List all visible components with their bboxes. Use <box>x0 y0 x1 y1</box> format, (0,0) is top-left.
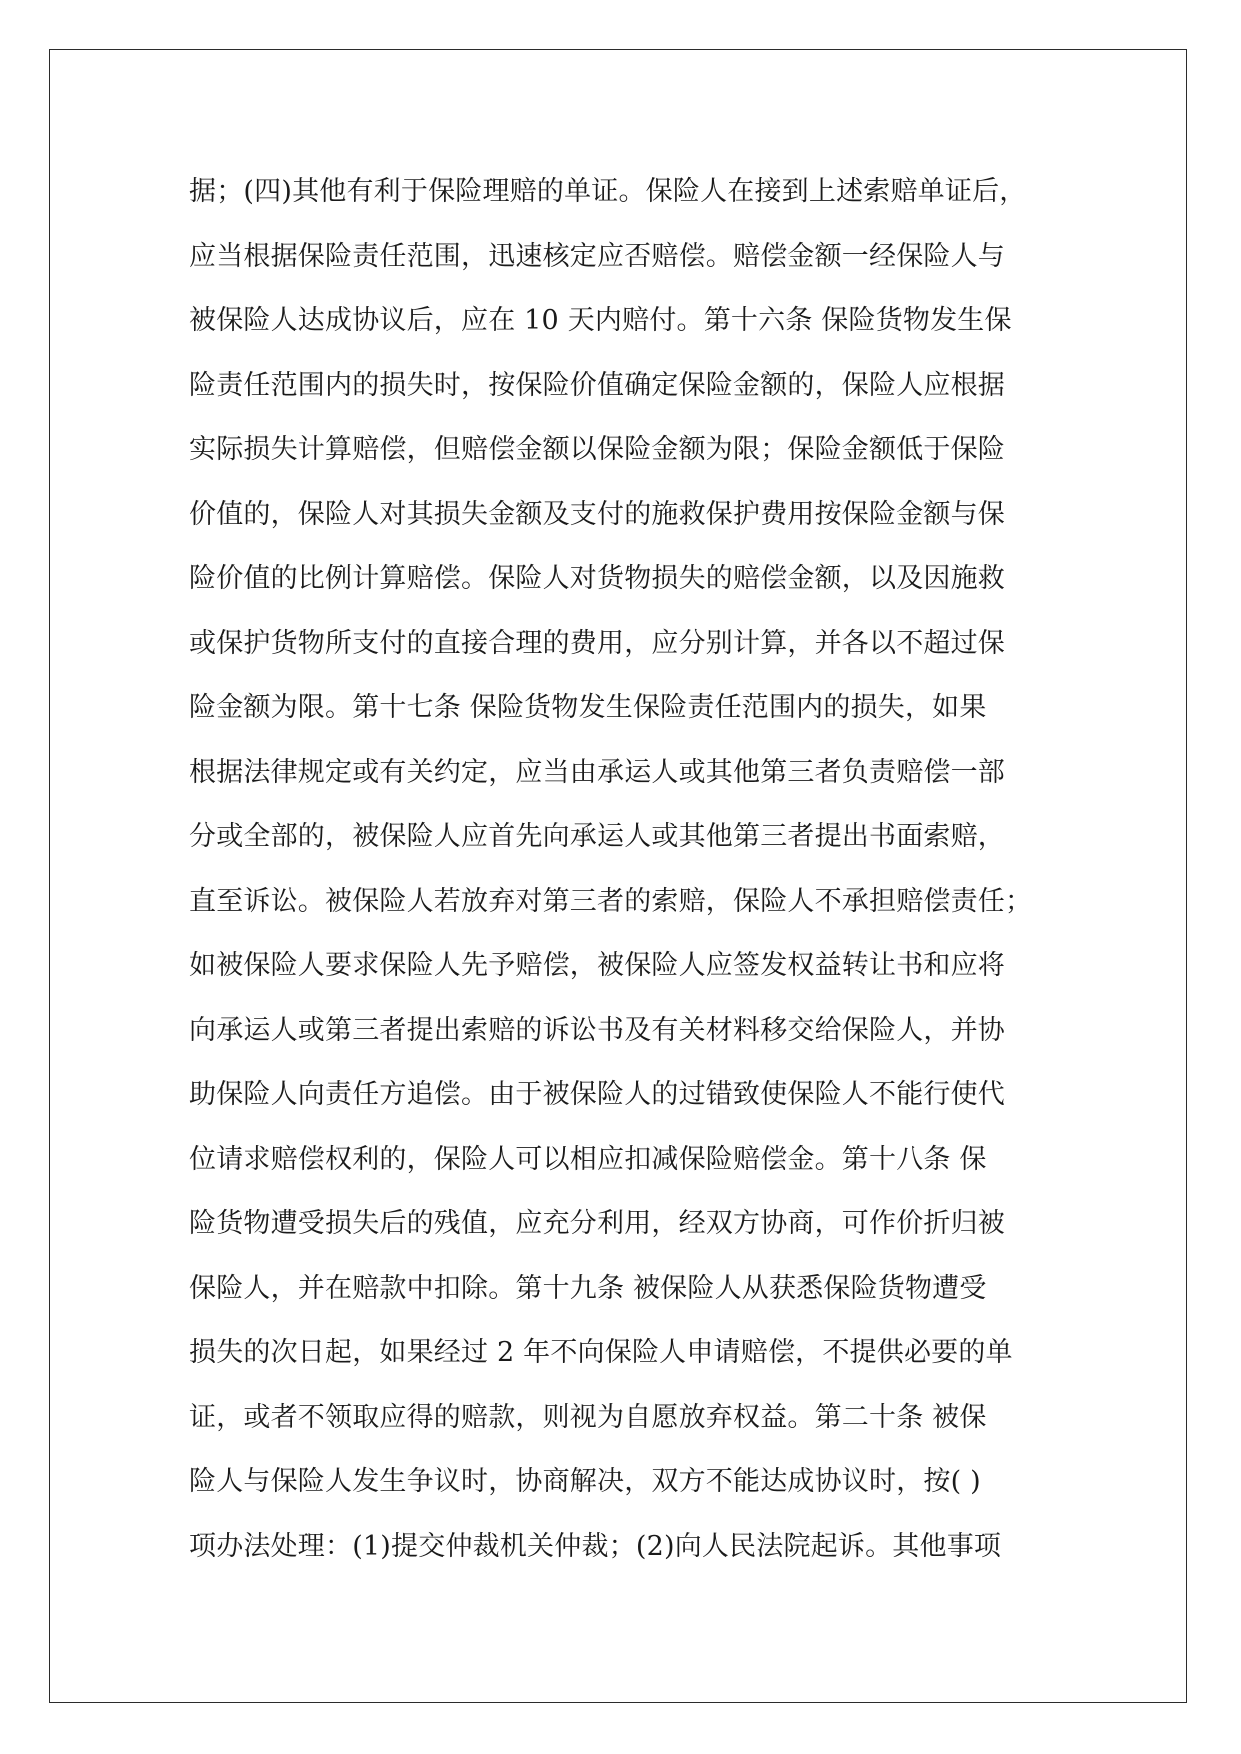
text-line: 或保护货物所支付的直接合理的费用，应分别计算，并各以不超过保 <box>189 627 1005 659</box>
text-line: 险货物遭受损失后的残值，应充分利用，经双方协商，可作价折归被 <box>189 1208 1005 1239</box>
text-line: 险人与保险人发生争议时，协商解决，双方不能达成协议时，按( ) <box>189 1466 981 1497</box>
text-line: 实际损失计算赔偿，但赔偿金额以保险金额为限；保险金额低于保险 <box>189 434 1005 465</box>
text-line: 保险人，并在赔款中扣除。第十九条 被保险人从获悉保险货物遭受 <box>189 1272 987 1304</box>
text-line: 据；(四)其他有利于保险理赔的单证。保险人在接到上述索赔单证后， <box>189 176 1027 207</box>
text-line: 分或全部的，被保险人应首先向承运人或其他第三者提出书面索赔， <box>189 821 1005 852</box>
text-line: 证，或者不领取应得的赔款，则视为自愿放弃权益。第二十条 被保 <box>189 1401 987 1433</box>
text-line: 根据法律规定或有关约定，应当由承运人或其他第三者负责赔偿一部 <box>189 756 1005 788</box>
text-line: 被保险人达成协议后，应在 10 天内赔付。第十六条 保险货物发生保 <box>189 305 1012 336</box>
text-line: 位请求赔偿权利的，保险人可以相应扣减保险赔偿金。第十八条 保 <box>189 1143 987 1175</box>
text-line: 直至诉讼。被保险人若放弃对第三者的索赔，保险人不承担赔偿责任； <box>189 885 1033 917</box>
text-line: 险金额为限。第十七条 保险货物发生保险责任范围内的损失，如果 <box>189 692 987 723</box>
text-line: 险责任范围内的损失时，按保险价值确定保险金额的，保险人应根据 <box>189 369 1005 401</box>
document-body <box>189 160 1069 1579</box>
text-line: 价值的，保险人对其损失金额及支付的施救保护费用按保险金额与保 <box>189 498 1005 530</box>
text-line: 如被保险人要求保险人先予赔偿，被保险人应签发权益转让书和应将 <box>189 950 1005 981</box>
text-line: 应当根据保险责任范围，迅速核定应否赔偿。赔偿金额一经保险人与 <box>189 240 1005 272</box>
text-line: 项办法处理：(1)提交仲裁机关仲裁；(2)向人民法院起诉。其他事项 <box>189 1530 1002 1562</box>
text-line: 助保险人向责任方追偿。由于被保险人的过错致使保险人不能行使代 <box>189 1079 1005 1110</box>
text-line: 向承运人或第三者提出索赔的诉讼书及有关材料移交给保险人，并协 <box>189 1014 1005 1046</box>
text-line: 损失的次日起，如果经过 2 年不向保险人申请赔偿，不提供必要的单 <box>189 1337 1013 1368</box>
text-line: 险价值的比例计算赔偿。保险人对货物损失的赔偿金额，以及因施救 <box>189 563 1005 594</box>
